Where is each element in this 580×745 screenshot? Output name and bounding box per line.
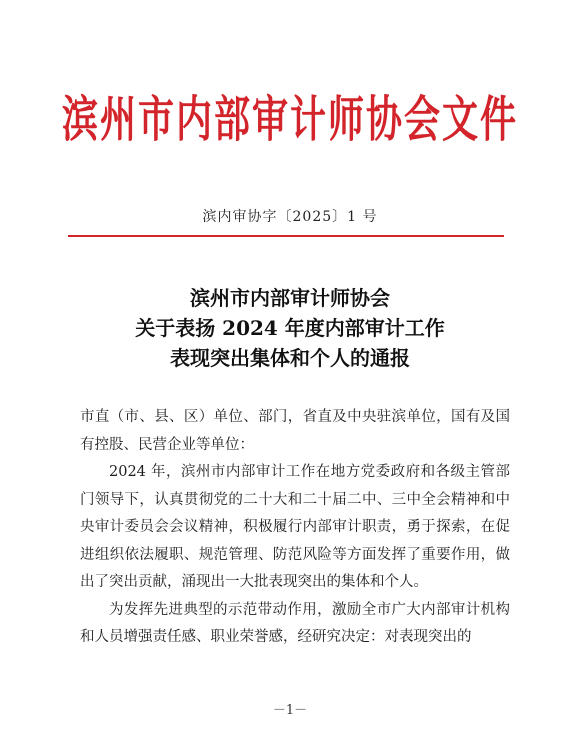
notice-body [80, 404, 510, 652]
document-number: 滨内审协字〔2025〕1 号 [202, 209, 378, 225]
notice-title-line-3: 表现突出集体和个人的通报 [170, 346, 410, 370]
notice-title [0, 283, 580, 373]
body-paragraph-1: 2024 年，滨州市内部审计工作在地方党委政府和各级主管部门领导下，认真贯彻党的二十大和二十届二中、三中全会精神和中央审计委员会会议精神，积极履行内部审计职责，勇于探索，在促进组织依法履职、规范管理、防范风险等方面发挥了重要作用，做出了突出贡献，涌现出一大批表现突出的集体和个人。 [80, 464, 510, 590]
salutation: 市直（市、县、区）单位、部门，省直及中央驻滨单位，国有及国有控股、民营企业等单位： [80, 409, 510, 453]
body-paragraph-2: 为发挥先进典型的示范带动作用，激励全市广大内部审计机构和人员增强责任感、职业荣誉感，经研究决定：对表现突出的 [80, 601, 510, 645]
red-divider-line [68, 235, 504, 237]
notice-title-line-1: 滨州市内部审计师协会 [190, 286, 390, 310]
page-number: －1－ [272, 703, 308, 718]
issuing-org-title: 滨州市内部审计师协会文件 [61, 91, 518, 149]
notice-title-line-2: 关于表扬 2024 年度内部审计工作 [135, 316, 445, 340]
